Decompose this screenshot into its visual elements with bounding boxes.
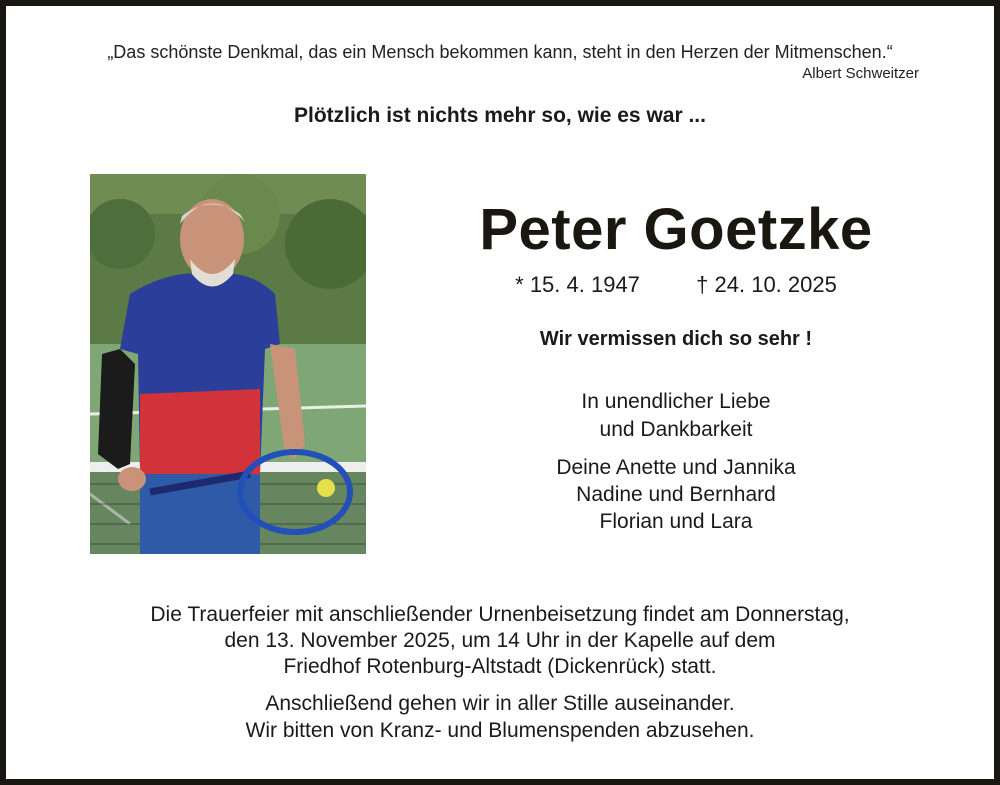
love-block xyxy=(426,388,926,444)
closing-line: Anschließend gehen wir in aller Stille auseinander. xyxy=(265,692,735,715)
family-block xyxy=(426,454,926,535)
closing-line: Wir bitten von Kranz- und Blumenspenden abzusehen. xyxy=(245,719,755,742)
message: Wir vermissen dich so sehr ! xyxy=(539,328,813,350)
family-line: Deine Anette und Jannika xyxy=(556,456,796,479)
funeral-line: Friedhof Rotenburg-Altstadt (Dickenrück) statt. xyxy=(283,655,717,678)
funeral-line: Die Trauerfeier mit anschließender Urnenbeisetzung findet am Donnerstag, xyxy=(150,603,850,626)
closing-note xyxy=(0,690,1000,744)
love-line: und Dankbarkeit xyxy=(599,418,753,441)
quote-author: Albert Schweitzer xyxy=(802,65,919,82)
family-line: Florian und Lara xyxy=(599,510,753,533)
funeral-line: den 13. November 2025, um 14 Uhr in der Kapelle auf dem xyxy=(224,629,776,652)
deceased-name: Peter Goetzke xyxy=(479,197,873,262)
quote-text: „Das schönste Denkmal, das ein Mensch bekommen kann, steht in den Herzen der Mitmenschen.“ xyxy=(107,42,893,62)
obituary-card xyxy=(6,6,994,779)
death-date: † 24. 10. 2025 xyxy=(696,272,837,297)
life-dates xyxy=(426,272,926,298)
portrait-photo xyxy=(90,174,366,554)
love-line: In unendlicher Liebe xyxy=(581,390,771,413)
funeral-info xyxy=(0,602,1000,680)
birth-date: * 15. 4. 1947 xyxy=(515,272,640,297)
headline: Plötzlich ist nichts mehr so, wie es war ... xyxy=(294,104,706,127)
family-line: Nadine und Bernhard xyxy=(576,483,776,506)
